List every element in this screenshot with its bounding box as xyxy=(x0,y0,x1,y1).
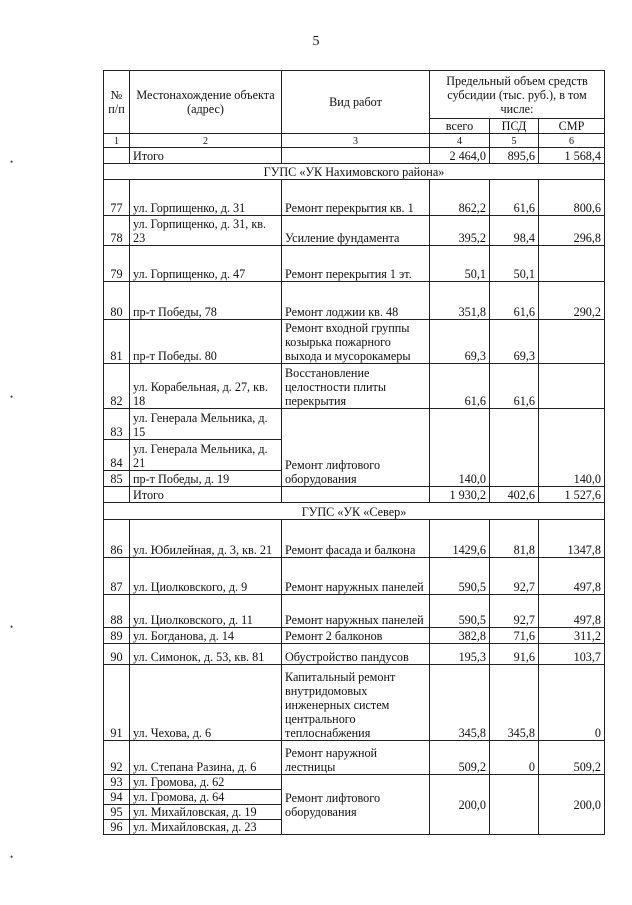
row-total: 509,2 xyxy=(430,741,490,775)
row-work: Ремонт лоджии кв. 48 xyxy=(282,282,430,320)
table-row xyxy=(104,775,605,790)
row-number: 96 xyxy=(104,820,130,835)
index-cell: 2 xyxy=(130,134,282,148)
row-address: ул. Генерала Мельника, д. 15 xyxy=(130,409,282,440)
index-cell: 3 xyxy=(282,134,430,148)
table-row xyxy=(104,741,605,775)
index-cell: 5 xyxy=(490,134,539,148)
row-address: ул. Михайловская, д. 23 xyxy=(130,820,282,835)
row-smr xyxy=(539,246,605,282)
row-number: 78 xyxy=(104,216,130,246)
lift-total: 140,0 xyxy=(430,409,490,487)
grand-total-total: 2 464,0 xyxy=(430,148,490,164)
grand-total-row xyxy=(104,148,605,164)
row-smr xyxy=(539,364,605,409)
lift-smr: 140,0 xyxy=(539,409,605,487)
table-row xyxy=(104,665,605,741)
subtotal-psd: 402,6 xyxy=(490,487,539,503)
row-address: ул. Богданова, д. 14 xyxy=(130,628,282,644)
row-work: Ремонт входной группы козырька пожарного выхода и мусорокамеры xyxy=(282,320,430,364)
row-total: 345,8 xyxy=(430,665,490,741)
row-address: ул. Громова, д. 62 xyxy=(130,775,282,790)
row-work: Обустройство пандусов xyxy=(282,644,430,665)
table-row xyxy=(104,644,605,665)
table-row xyxy=(104,364,605,409)
row-total: 862,2 xyxy=(430,180,490,216)
table-row xyxy=(104,558,605,595)
row-address: ул. Степана Разина, д. 6 xyxy=(130,741,282,775)
table-row xyxy=(104,628,605,644)
row-total: 1429,6 xyxy=(430,520,490,558)
row-total: 590,5 xyxy=(430,558,490,595)
row-address: ул. Юбилейная, д. 3, кв. 21 xyxy=(130,520,282,558)
table-row xyxy=(104,216,605,246)
row-address: ул. Михайловская, д. 19 xyxy=(130,805,282,820)
row-smr: 509,2 xyxy=(539,741,605,775)
row-number: 85 xyxy=(104,471,130,487)
row-work: Капитальный ремонт внутридомовых инженерных систем центрального теплоснабжения xyxy=(282,665,430,741)
row-total: 50,1 xyxy=(430,246,490,282)
row-smr: 290,2 xyxy=(539,282,605,320)
row-psd: 0 xyxy=(490,741,539,775)
row-number: 80 xyxy=(104,282,130,320)
row-address: ул. Громова, д. 64 xyxy=(130,790,282,805)
row-work: Ремонт перекрытия кв. 1 xyxy=(282,180,430,216)
row-number: 88 xyxy=(104,595,130,628)
index-cell: 1 xyxy=(104,134,130,148)
row-psd: 91,6 xyxy=(490,644,539,665)
row-work: Усиление фундамента xyxy=(282,216,430,246)
table-row xyxy=(104,595,605,628)
header-location: Местонахождение объекта (адрес) xyxy=(130,71,282,134)
subtotal-row xyxy=(104,487,605,503)
row-number: 84 xyxy=(104,440,130,471)
row-total: 61,6 xyxy=(430,364,490,409)
row-work: Ремонт фасада и балкона xyxy=(282,520,430,558)
row-total: 351,8 xyxy=(430,282,490,320)
grand-total-label: Итого xyxy=(130,148,282,164)
row-psd: 98,4 xyxy=(490,216,539,246)
row-number: 89 xyxy=(104,628,130,644)
row-total: 69,3 xyxy=(430,320,490,364)
row-psd: 61,6 xyxy=(490,282,539,320)
row-smr: 497,8 xyxy=(539,595,605,628)
row-total: 590,5 xyxy=(430,595,490,628)
row-address: пр-т Победы, 78 xyxy=(130,282,282,320)
row-number: 90 xyxy=(104,644,130,665)
subtotal-total: 1 930,2 xyxy=(430,487,490,503)
row-work: Ремонт перекрытия 1 эт. xyxy=(282,246,430,282)
row-smr: 296,8 xyxy=(539,216,605,246)
row-psd: 92,7 xyxy=(490,558,539,595)
row-psd: 61,6 xyxy=(490,180,539,216)
row-psd: 81,8 xyxy=(490,520,539,558)
row-smr: 311,2 xyxy=(539,628,605,644)
row-total: 195,3 xyxy=(430,644,490,665)
row-total: 395,2 xyxy=(430,216,490,246)
page-number: 5 xyxy=(312,34,320,49)
lift-smr: 200,0 xyxy=(539,775,605,835)
lift-psd xyxy=(490,409,539,487)
row-address: ул. Горпищенко, д. 31, кв. 23 xyxy=(130,216,282,246)
table-row xyxy=(104,320,605,364)
margin-mark: • xyxy=(10,157,14,167)
row-psd: 92,7 xyxy=(490,595,539,628)
row-address: ул. Генерала Мельника, д. 21 xyxy=(130,440,282,471)
lift-work: Ремонт лифтового оборудования xyxy=(282,409,430,487)
table-row xyxy=(104,246,605,282)
row-smr: 103,7 xyxy=(539,644,605,665)
grand-total-psd: 895,6 xyxy=(490,148,539,164)
row-number: 87 xyxy=(104,558,130,595)
row-psd: 61,6 xyxy=(490,364,539,409)
header-no: № п/п xyxy=(104,71,130,134)
row-smr: 497,8 xyxy=(539,558,605,595)
row-address: ул. Симонок, д. 53, кв. 81 xyxy=(130,644,282,665)
table-row xyxy=(104,520,605,558)
row-number: 94 xyxy=(104,790,130,805)
table-row xyxy=(104,409,605,440)
row-number: 86 xyxy=(104,520,130,558)
subtotal-label: Итого xyxy=(130,487,282,503)
row-number: 91 xyxy=(104,665,130,741)
lift-psd xyxy=(490,775,539,835)
row-smr: 800,6 xyxy=(539,180,605,216)
row-number: 93 xyxy=(104,775,130,790)
row-psd: 69,3 xyxy=(490,320,539,364)
section-title: ГУПС «УК «Север» xyxy=(104,503,605,520)
lift-work: Ремонт лифтового оборудования xyxy=(282,775,430,835)
index-cell: 6 xyxy=(539,134,605,148)
row-smr: 1347,8 xyxy=(539,520,605,558)
margin-mark: • xyxy=(10,392,14,402)
row-psd: 50,1 xyxy=(490,246,539,282)
row-number: 83 xyxy=(104,409,130,440)
row-work: Восстановление целостности плиты перекрытия xyxy=(282,364,430,409)
row-address: пр-т Победы. 80 xyxy=(130,320,282,364)
row-work: Ремонт наружных панелей xyxy=(282,595,430,628)
row-address: ул. Корабельная, д. 27, кв. 18 xyxy=(130,364,282,409)
row-address: ул. Циолковского, д. 9 xyxy=(130,558,282,595)
header-total: всего xyxy=(430,119,490,134)
row-smr xyxy=(539,320,605,364)
row-work: Ремонт наружной лестницы xyxy=(282,741,430,775)
header-smr: СМР xyxy=(539,119,605,134)
subsidy-table xyxy=(103,70,605,835)
row-address: ул. Горпищенко, д. 31 xyxy=(130,180,282,216)
row-number: 79 xyxy=(104,246,130,282)
row-address: пр-т Победы, д. 19 xyxy=(130,471,282,487)
table-row xyxy=(104,180,605,216)
row-address: ул. Чехова, д. 6 xyxy=(130,665,282,741)
table-row xyxy=(104,282,605,320)
row-psd: 71,6 xyxy=(490,628,539,644)
row-smr: 0 xyxy=(539,665,605,741)
row-work: Ремонт наружных панелей xyxy=(282,558,430,595)
grand-total-smr: 1 568,4 xyxy=(539,148,605,164)
row-number: 92 xyxy=(104,741,130,775)
row-number: 95 xyxy=(104,805,130,820)
section-title: ГУПС «УК Нахимовского района» xyxy=(104,164,605,180)
header-work: Вид работ xyxy=(282,71,430,134)
row-number: 81 xyxy=(104,320,130,364)
margin-mark: • xyxy=(10,852,14,862)
header-limit: Предельный объем средств субсидии (тыс. руб.), в том числе: xyxy=(430,71,605,119)
row-number: 77 xyxy=(104,180,130,216)
row-address: ул. Горпищенко, д. 47 xyxy=(130,246,282,282)
index-cell: 4 xyxy=(430,134,490,148)
row-total: 382,8 xyxy=(430,628,490,644)
margin-mark: • xyxy=(10,622,14,632)
row-address: ул. Циолковского, д. 11 xyxy=(130,595,282,628)
row-work: Ремонт 2 балконов xyxy=(282,628,430,644)
lift-total: 200,0 xyxy=(430,775,490,835)
subtotal-smr: 1 527,6 xyxy=(539,487,605,503)
header-psd: ПСД xyxy=(490,119,539,134)
row-number: 82 xyxy=(104,364,130,409)
row-psd: 345,8 xyxy=(490,665,539,741)
